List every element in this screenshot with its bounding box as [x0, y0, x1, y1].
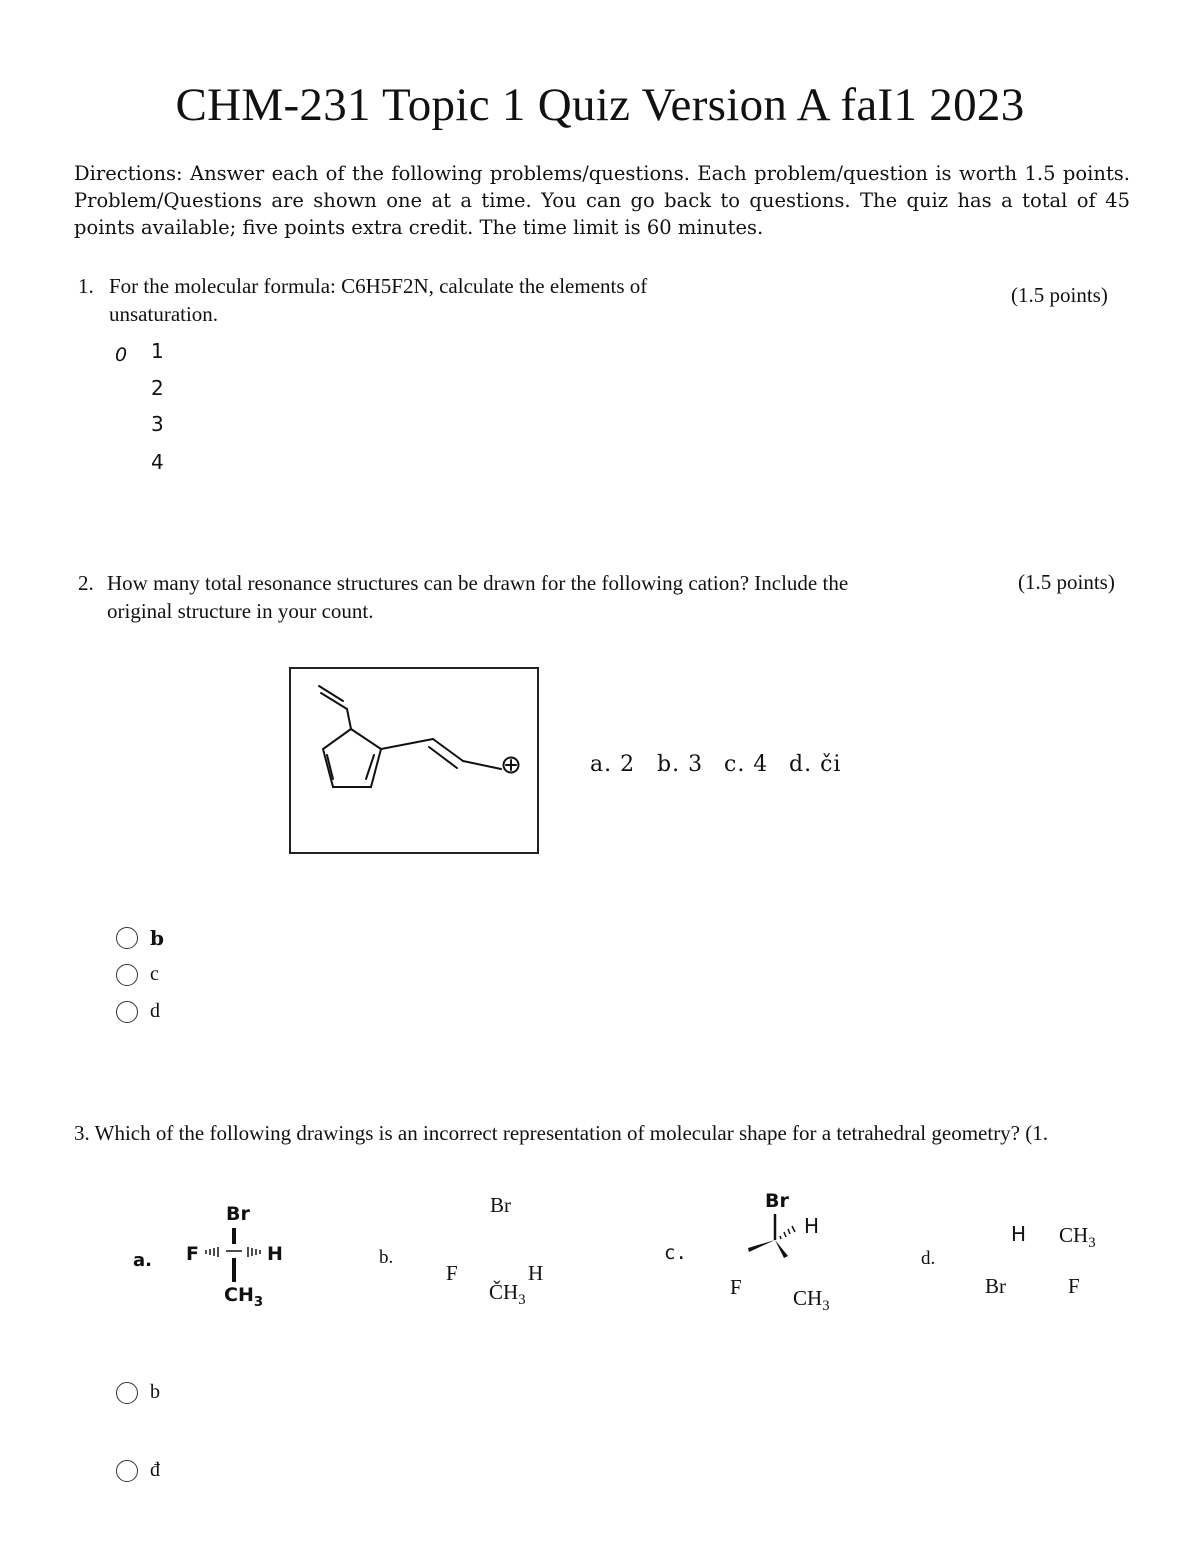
radio-button[interactable] — [116, 927, 138, 949]
q1-text-line1: For the molecular formula: C6H5F2N, calculate the elements of — [109, 274, 648, 298]
q1-selected-marker: 0 — [115, 344, 128, 366]
q2-points: (1.5 points) — [1018, 570, 1115, 594]
radio-button[interactable] — [116, 1382, 138, 1404]
q2-choice-c: c. 4 — [724, 752, 769, 777]
q1-option-3[interactable]: 3 — [151, 412, 164, 436]
q2-text-line1: How many total resonance structures can be drawn for the following cation? Include the — [107, 571, 849, 595]
q3-a-bonds-icon — [196, 1224, 276, 1288]
q3-b-left: F — [446, 1261, 458, 1285]
cation-structure-icon — [291, 669, 537, 852]
q2-choice-d: d. či — [789, 752, 842, 777]
q3-option-b[interactable] — [116, 1381, 160, 1404]
q3-d-h: H — [1011, 1222, 1027, 1246]
q3-drawing-d-label: d. — [921, 1248, 936, 1269]
q3-b-top: Br — [490, 1193, 511, 1217]
radio-button[interactable] — [116, 964, 138, 986]
q1-option-4[interactable]: 4 — [151, 450, 164, 474]
q2-option-b-label: b — [150, 926, 164, 950]
q3-a-top: Br — [226, 1203, 250, 1225]
q3-text: 3. Which of the following drawings is an incorrect representation of molecular shape for a tetrahedral geometry? (1. — [74, 1121, 1048, 1145]
q2-number: 2. — [78, 571, 94, 595]
q1-text-line2: unsaturation. — [109, 302, 219, 326]
q2-option-c-label: c — [150, 963, 159, 985]
q3-c-bottom: $CH_3$ — [793, 1286, 830, 1315]
q3-c-right: H — [804, 1214, 820, 1238]
q2-option-d-label: d — [150, 1000, 160, 1022]
cation-structure-box — [289, 667, 539, 854]
q3-c-bonds-icon — [744, 1212, 814, 1262]
q1-points: (1.5 points) — [1011, 283, 1108, 307]
q3-drawing-b-label: b. — [379, 1247, 394, 1268]
q3-drawing-a-label: a. — [133, 1250, 152, 1271]
q2-text-line2: original structure in your count. — [107, 599, 374, 623]
q1-option-2[interactable]: 2 — [151, 376, 164, 400]
q3-d-f: F — [1068, 1274, 1080, 1298]
radio-button[interactable] — [116, 1001, 138, 1023]
radio-button[interactable] — [116, 1460, 138, 1482]
q2-option-b[interactable] — [116, 926, 164, 950]
q3-option-d-label: đ — [150, 1459, 160, 1481]
q2-choice-a: a. 2 — [590, 752, 636, 777]
directions: Directions: Answer each of the following problems/questions. Each problem/question is worth 1.5 points. Problem/Questions are shown one at a time. You can go back to questions. The quiz has a total of 45 points available; five points extra credit. The time limit is 60 minutes. — [74, 162, 1130, 239]
q3-d-ch3: $CH_3$ — [1059, 1223, 1096, 1252]
q3-option-b-label: b — [150, 1381, 160, 1403]
q3-a-right: H — [267, 1243, 283, 1265]
q3-c-left: F — [730, 1275, 742, 1299]
q3-a-bottom: $CH_3$ — [224, 1284, 264, 1310]
q3-a-left: F — [186, 1243, 199, 1265]
q3-b-right: H — [528, 1261, 544, 1285]
q3-drawing-c-label: c. — [664, 1242, 687, 1264]
q3-option-d[interactable] — [116, 1459, 160, 1482]
q1-number: 1. — [78, 274, 94, 298]
q2-option-c[interactable] — [116, 963, 159, 986]
q3-c-top: Br — [765, 1190, 789, 1212]
q2-choice-b: b. 3 — [657, 752, 704, 777]
q2-option-d[interactable] — [116, 1000, 160, 1023]
q3-b-bottom: $ČH_3$ — [489, 1280, 526, 1309]
q1-option-1[interactable]: 1 — [151, 339, 164, 363]
q3-d-br: Br — [985, 1274, 1006, 1298]
page-title: CHM-231 Topic 1 Quiz Version A faI1 2023 — [175, 79, 1025, 131]
